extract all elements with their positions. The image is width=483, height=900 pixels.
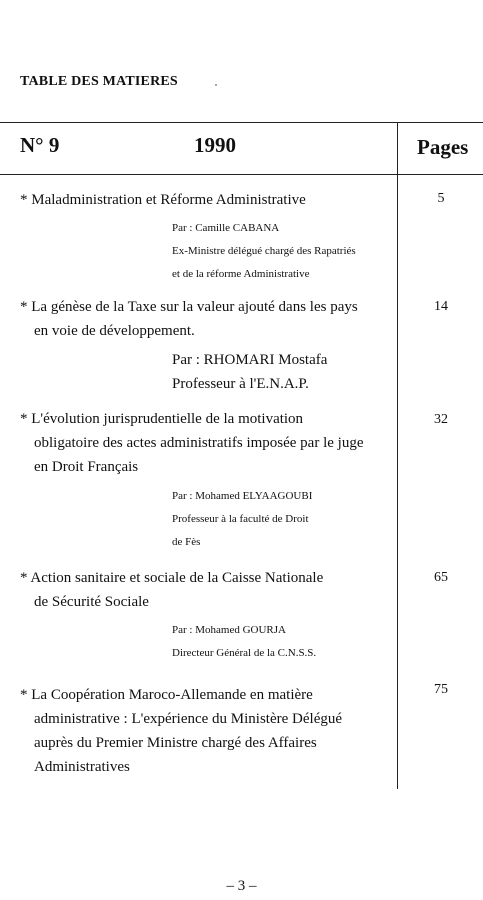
entry-page-number: 65 xyxy=(434,570,448,585)
issue-number: N° 9 xyxy=(20,133,60,157)
entry-title-line: * Maladministration et Réforme Administrative xyxy=(20,192,306,208)
issue-year: 1990 xyxy=(194,133,236,157)
entry-title-line: * Action sanitaire et sociale de la Caisse Nationale xyxy=(20,570,324,586)
table-header-rule xyxy=(0,174,483,175)
entry-author-line: Ex-Ministre délégué chargé des Rapatriés xyxy=(172,245,356,257)
entry-author-line: et de la réforme Administrative xyxy=(172,268,310,280)
entry-page-number: 75 xyxy=(434,682,448,697)
section-title: TABLE DES MATIERES xyxy=(20,74,178,89)
pages-column-header: Pages xyxy=(417,135,469,159)
entry-author-line: Par : Mohamed GOURJA xyxy=(172,624,286,636)
entry-page-number: 14 xyxy=(434,299,448,314)
entry-page-number: 5 xyxy=(437,191,445,206)
entry-page-number: 32 xyxy=(434,412,448,427)
entry-author-line: Par : RHOMARI Mostafa xyxy=(172,352,328,368)
entry-author-line: Directeur Général de la C.N.S.S. xyxy=(172,647,317,659)
entry-author-line: Professeur à la faculté de Droit xyxy=(172,513,309,525)
entry-title-line: administrative : L'expérience du Ministère Délégué xyxy=(34,711,343,727)
entry-title-line: Administratives xyxy=(34,759,130,775)
entry-title-line: auprès du Premier Ministre chargé des Affaires xyxy=(34,735,317,751)
entry-author-line: de Fès xyxy=(172,536,201,548)
entry-title-line: * La Coopération Maroco-Allemande en matière xyxy=(20,687,313,703)
entry-title-line: de Sécurité Sociale xyxy=(34,594,149,610)
table-top-rule xyxy=(0,122,483,123)
page-footer-number: – 3 – xyxy=(226,878,257,894)
entry-title-line: en Droit Français xyxy=(34,459,139,475)
entry-author-line: Par : Camille CABANA xyxy=(172,222,280,234)
entry-author-line: Professeur à l'E.N.A.P. xyxy=(172,376,309,392)
entry-title-line: * La génèse de la Taxe sur la valeur ajouté dans les pays xyxy=(20,299,358,315)
entry-author-line: Par : Mohamed ELYAAGOUBI xyxy=(172,490,313,502)
entry-title-line: obligatoire des actes administratifs imposée par le juge xyxy=(34,435,364,451)
entry-title-line: en voie de développement. xyxy=(34,323,195,339)
entry-title-line: * L'évolution jurisprudentielle de la motivation xyxy=(20,411,304,427)
speck-mark xyxy=(215,84,217,86)
